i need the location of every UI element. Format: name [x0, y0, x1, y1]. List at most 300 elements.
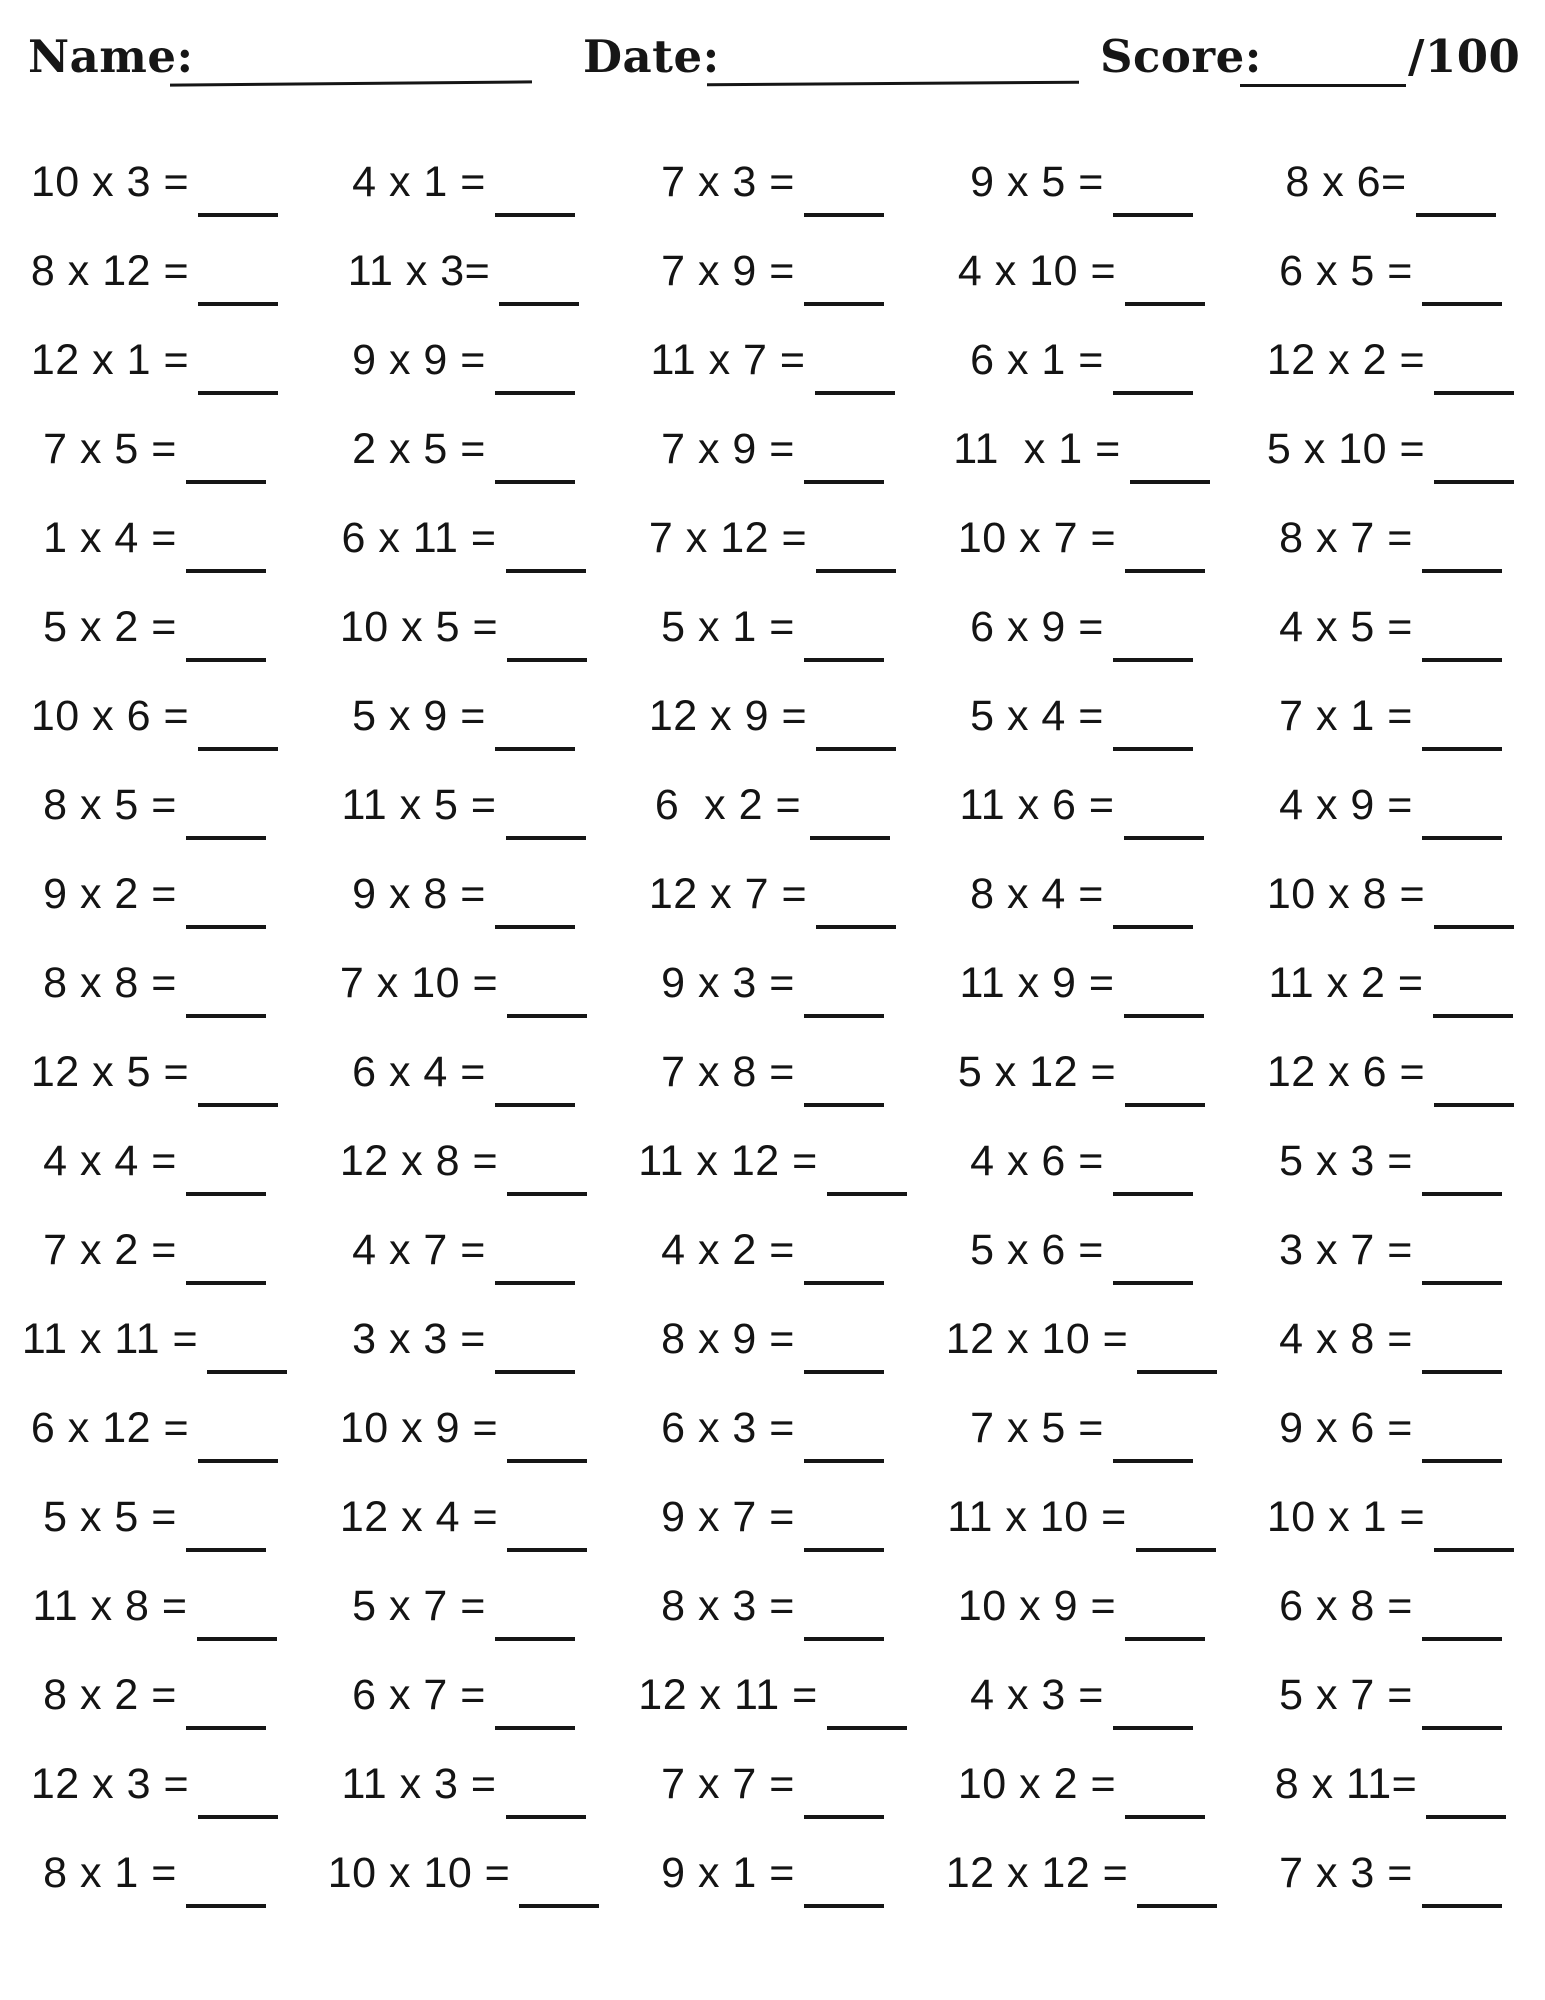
problem-text: 9 x 7 =: [661, 1493, 795, 1541]
problem-r9-c3: [618, 850, 927, 939]
problem-text: 6 x 12 =: [30, 1404, 190, 1452]
problem-text: 10 x 6 =: [30, 692, 190, 740]
problem-text: 7 x 3 =: [661, 158, 795, 206]
answer-blank[interactable]: [186, 980, 266, 1018]
answer-blank[interactable]: [804, 1069, 884, 1107]
problem-text: 10 x 7 =: [957, 514, 1117, 562]
answer-blank[interactable]: [1113, 1158, 1193, 1196]
problem-r13-c1: [0, 1206, 309, 1295]
date-blank-line[interactable]: [707, 81, 1079, 87]
problem-r19-c2: [309, 1740, 618, 1829]
problem-text: 11 x 8 =: [32, 1582, 188, 1630]
answer-blank[interactable]: [1422, 1336, 1502, 1374]
problem-r12-c2: [309, 1117, 618, 1206]
answer-blank[interactable]: [1422, 1692, 1502, 1730]
problem-text: 6 x 5 =: [1279, 247, 1413, 295]
problem-text: 10 x 9 =: [957, 1582, 1117, 1630]
answer-blank[interactable]: [1113, 357, 1193, 395]
problem-r6-c4: [927, 583, 1236, 672]
answer-blank[interactable]: [1434, 446, 1514, 484]
problem-text: 4 x 2 =: [661, 1226, 795, 1274]
problem-r5-c1: [0, 494, 309, 583]
problem-r8-c2: [309, 761, 618, 850]
answer-blank[interactable]: [198, 357, 278, 395]
answer-blank[interactable]: [1137, 1870, 1217, 1908]
problem-text: 8 x 1 =: [43, 1849, 177, 1897]
problem-r7-c5: [1236, 672, 1545, 761]
problem-r6-c5: [1236, 583, 1545, 672]
problem-text: 10 x 9 =: [339, 1404, 499, 1452]
problem-text: 4 x 5 =: [1279, 603, 1413, 651]
problem-r7-c2: [309, 672, 618, 761]
answer-blank[interactable]: [1422, 1425, 1502, 1463]
problem-r17-c1: [0, 1562, 309, 1651]
problem-text: 6 x 3 =: [661, 1404, 795, 1452]
problem-text: 9 x 3 =: [661, 959, 795, 1007]
problem-r11-c4: [927, 1028, 1236, 1117]
problem-text: 8 x 4 =: [970, 870, 1104, 918]
answer-blank[interactable]: [804, 624, 884, 662]
problem-text: 12 x 10 =: [945, 1315, 1129, 1363]
problem-text: 12 x 11 =: [638, 1671, 818, 1719]
answer-blank[interactable]: [804, 1336, 884, 1374]
problem-r1-c3: [618, 138, 927, 227]
problem-r7-c4: [927, 672, 1236, 761]
problem-r3-c3: [618, 316, 927, 405]
problem-text: 6 x 11 =: [341, 514, 497, 562]
problem-text: 8 x 5 =: [43, 781, 177, 829]
problem-r11-c2: [309, 1028, 618, 1117]
problem-r18-c1: [0, 1651, 309, 1740]
answer-blank[interactable]: [186, 1158, 266, 1196]
score-blank-line[interactable]: [1240, 84, 1406, 87]
answer-blank[interactable]: [506, 1781, 586, 1819]
answer-blank[interactable]: [1422, 268, 1502, 306]
answer-blank[interactable]: [804, 1781, 884, 1819]
problem-r13-c3: [618, 1206, 927, 1295]
problem-text: 5 x 12 =: [957, 1048, 1117, 1096]
score-label: Score:: [1100, 30, 1262, 83]
problem-text: 7 x 10 =: [339, 959, 499, 1007]
answer-blank[interactable]: [816, 891, 896, 929]
problem-text: 7 x 5 =: [43, 425, 177, 473]
problem-r5-c5: [1236, 494, 1545, 583]
date-label: Date:: [583, 30, 720, 83]
answer-blank[interactable]: [186, 1870, 266, 1908]
problem-text: 8 x 12 =: [30, 247, 190, 295]
problem-text: 9 x 8 =: [352, 870, 486, 918]
problem-r3-c5: [1236, 316, 1545, 405]
problem-r18-c4: [927, 1651, 1236, 1740]
answer-blank[interactable]: [506, 535, 586, 573]
answer-blank[interactable]: [207, 1336, 287, 1374]
problem-text: 7 x 12 =: [648, 514, 808, 562]
answer-blank[interactable]: [1125, 535, 1205, 573]
problem-r20-c4: [927, 1829, 1236, 1918]
answer-blank[interactable]: [198, 713, 278, 751]
problem-text: 12 x 9 =: [648, 692, 808, 740]
answer-blank[interactable]: [495, 891, 575, 929]
problem-r4-c4: [927, 405, 1236, 494]
problem-r16-c1: [0, 1473, 309, 1562]
problem-text: 12 x 4 =: [339, 1493, 499, 1541]
problem-r7-c1: [0, 672, 309, 761]
problem-r3-c2: [309, 316, 618, 405]
answer-blank[interactable]: [804, 1425, 884, 1463]
problem-text: 12 x 3 =: [30, 1760, 190, 1808]
problem-r19-c3: [618, 1740, 927, 1829]
problem-text: 4 x 4 =: [43, 1137, 177, 1185]
answer-blank[interactable]: [198, 179, 278, 217]
answer-blank[interactable]: [186, 535, 266, 573]
problem-text: 11 x 12 =: [638, 1137, 818, 1185]
problem-text: 7 x 8 =: [661, 1048, 795, 1096]
problem-r9-c1: [0, 850, 309, 939]
problem-r8-c5: [1236, 761, 1545, 850]
problem-text: 10 x 2 =: [957, 1760, 1117, 1808]
problem-text: 7 x 9 =: [661, 425, 795, 473]
problem-text: 5 x 1 =: [661, 603, 795, 651]
answer-blank[interactable]: [186, 624, 266, 662]
problem-r6-c1: [0, 583, 309, 672]
problem-text: 7 x 5 =: [970, 1404, 1104, 1452]
problem-text: 2 x 5 =: [352, 425, 486, 473]
answer-blank[interactable]: [1125, 1781, 1205, 1819]
problem-r10-c1: [0, 939, 309, 1028]
problem-r11-c5: [1236, 1028, 1545, 1117]
problem-r15-c2: [309, 1384, 618, 1473]
problem-r5-c3: [618, 494, 927, 583]
problem-r6-c2: [309, 583, 618, 672]
answer-blank[interactable]: [198, 268, 278, 306]
name-label: Name:: [28, 30, 194, 83]
answer-blank[interactable]: [1422, 1603, 1502, 1641]
answer-blank[interactable]: [1113, 713, 1193, 751]
problem-text: 3 x 3 =: [352, 1315, 486, 1363]
problem-text: 11 x 3=: [347, 247, 491, 295]
problem-r5-c4: [927, 494, 1236, 583]
problem-r18-c3: [618, 1651, 927, 1740]
answer-blank[interactable]: [499, 268, 579, 306]
answer-blank[interactable]: [816, 713, 896, 751]
answer-blank[interactable]: [507, 1425, 587, 1463]
answer-blank[interactable]: [197, 1603, 277, 1641]
answer-blank[interactable]: [198, 1069, 278, 1107]
worksheet-header: [0, 0, 1545, 120]
problem-r16-c3: [618, 1473, 927, 1562]
answer-blank[interactable]: [804, 980, 884, 1018]
answer-blank[interactable]: [815, 357, 895, 395]
problem-text: 5 x 2 =: [43, 603, 177, 651]
answer-blank[interactable]: [495, 1069, 575, 1107]
problem-text: 5 x 7 =: [352, 1582, 486, 1630]
answer-blank[interactable]: [507, 1514, 587, 1552]
problem-r12-c3: [618, 1117, 927, 1206]
problem-text: 11 x 9 =: [959, 959, 1115, 1007]
problem-text: 11 x 2 =: [1268, 959, 1424, 1007]
answer-blank[interactable]: [495, 446, 575, 484]
problem-r12-c4: [927, 1117, 1236, 1206]
answer-blank[interactable]: [186, 1247, 266, 1285]
problem-text: 5 x 9 =: [352, 692, 486, 740]
answer-blank[interactable]: [495, 1692, 575, 1730]
problem-r18-c5: [1236, 1651, 1545, 1740]
problem-r10-c5: [1236, 939, 1545, 1028]
answer-blank[interactable]: [519, 1870, 599, 1908]
answer-blank[interactable]: [186, 891, 266, 929]
answer-blank[interactable]: [1422, 713, 1502, 751]
problem-text: 5 x 7 =: [1279, 1671, 1413, 1719]
problem-text: 6 x 1 =: [970, 336, 1104, 384]
problem-text: 4 x 8 =: [1279, 1315, 1413, 1363]
problem-text: 5 x 3 =: [1279, 1137, 1413, 1185]
problem-r3-c1: [0, 316, 309, 405]
problem-r7-c3: [618, 672, 927, 761]
problem-r16-c2: [309, 1473, 618, 1562]
problem-r11-c3: [618, 1028, 927, 1117]
answer-blank[interactable]: [186, 802, 266, 840]
answer-blank[interactable]: [1434, 357, 1514, 395]
problem-r9-c4: [927, 850, 1236, 939]
problem-text: 4 x 9 =: [1279, 781, 1413, 829]
problem-text: 5 x 5 =: [43, 1493, 177, 1541]
problem-text: 8 x 9 =: [661, 1315, 795, 1363]
problem-text: 9 x 1 =: [661, 1849, 795, 1897]
problem-r1-c1: [0, 138, 309, 227]
problem-text: 12 x 12 =: [945, 1849, 1129, 1897]
problem-r10-c4: [927, 939, 1236, 1028]
problem-r2-c1: [0, 227, 309, 316]
answer-blank[interactable]: [495, 179, 575, 217]
problem-text: 10 x 5 =: [339, 603, 499, 651]
problem-text: 12 x 8 =: [339, 1137, 499, 1185]
answer-blank[interactable]: [1422, 1158, 1502, 1196]
problem-text: 4 x 7 =: [352, 1226, 486, 1274]
answer-blank[interactable]: [1422, 535, 1502, 573]
answer-blank[interactable]: [507, 980, 587, 1018]
problem-r20-c2: [309, 1829, 618, 1918]
problem-r12-c1: [0, 1117, 309, 1206]
answer-blank[interactable]: [495, 1247, 575, 1285]
answer-blank[interactable]: [495, 1336, 575, 1374]
problem-r13-c5: [1236, 1206, 1545, 1295]
answer-blank[interactable]: [1125, 1069, 1205, 1107]
problem-text: 6 x 7 =: [352, 1671, 486, 1719]
problem-r1-c2: [309, 138, 618, 227]
problem-r2-c4: [927, 227, 1236, 316]
problem-r8-c4: [927, 761, 1236, 850]
problem-text: 7 x 9 =: [661, 247, 795, 295]
answer-blank[interactable]: [507, 1158, 587, 1196]
answer-blank[interactable]: [1434, 1069, 1514, 1107]
answer-blank[interactable]: [816, 535, 896, 573]
problem-r19-c5: [1236, 1740, 1545, 1829]
answer-blank[interactable]: [186, 446, 266, 484]
answer-blank[interactable]: [186, 1514, 266, 1552]
answer-blank[interactable]: [1124, 802, 1204, 840]
problem-r15-c4: [927, 1384, 1236, 1473]
problem-text: 8 x 7 =: [1279, 514, 1413, 562]
problem-r16-c4: [927, 1473, 1236, 1562]
answer-blank[interactable]: [506, 802, 586, 840]
problem-text: 12 x 5 =: [30, 1048, 190, 1096]
answer-blank[interactable]: [1422, 1870, 1502, 1908]
problem-r10-c2: [309, 939, 618, 1028]
problem-text: 7 x 1 =: [1279, 692, 1413, 740]
answer-blank[interactable]: [827, 1158, 907, 1196]
problem-text: 10 x 8 =: [1266, 870, 1426, 918]
problem-text: 4 x 1 =: [352, 158, 486, 206]
problem-text: 6 x 2 =: [654, 781, 802, 829]
problem-text: 7 x 3 =: [1279, 1849, 1413, 1897]
problem-text: 8 x 2 =: [43, 1671, 177, 1719]
problem-r4-c3: [618, 405, 927, 494]
problem-text: 10 x 1 =: [1266, 1493, 1426, 1541]
answer-blank[interactable]: [804, 179, 884, 217]
answer-blank[interactable]: [810, 802, 890, 840]
answer-blank[interactable]: [1113, 624, 1193, 662]
answer-blank[interactable]: [1113, 179, 1193, 217]
answer-blank[interactable]: [198, 1781, 278, 1819]
problem-r10-c3: [618, 939, 927, 1028]
answer-blank[interactable]: [1113, 1692, 1193, 1730]
problem-text: 7 x 7 =: [661, 1760, 795, 1808]
answer-blank[interactable]: [1136, 1514, 1216, 1552]
answer-blank[interactable]: [1434, 891, 1514, 929]
problem-r19-c1: [0, 1740, 309, 1829]
answer-blank[interactable]: [804, 1247, 884, 1285]
problem-text: 9 x 2 =: [43, 870, 177, 918]
problem-text: 5 x 10 =: [1266, 425, 1426, 473]
score-denominator: /100: [1408, 30, 1521, 83]
problem-r17-c2: [309, 1562, 618, 1651]
problem-text: 11 x 10 =: [947, 1493, 1127, 1541]
problem-r2-c2: [309, 227, 618, 316]
problem-r4-c2: [309, 405, 618, 494]
problem-text: 5 x 4 =: [970, 692, 1104, 740]
problem-r14-c1: [0, 1295, 309, 1384]
answer-blank[interactable]: [1130, 446, 1210, 484]
problem-r17-c4: [927, 1562, 1236, 1651]
problem-r13-c2: [309, 1206, 618, 1295]
problem-r13-c4: [927, 1206, 1236, 1295]
problem-text: 9 x 6 =: [1279, 1404, 1413, 1452]
problem-text: 10 x 10 =: [327, 1849, 511, 1897]
problem-text: 4 x 3 =: [970, 1671, 1104, 1719]
answer-blank[interactable]: [1422, 1247, 1502, 1285]
problem-r11-c1: [0, 1028, 309, 1117]
problem-text: 11 x 1 =: [953, 425, 1121, 473]
problem-r15-c5: [1236, 1384, 1545, 1473]
problem-r20-c5: [1236, 1829, 1545, 1918]
answer-blank[interactable]: [1426, 1781, 1506, 1819]
problem-r5-c2: [309, 494, 618, 583]
name-blank-line[interactable]: [170, 80, 532, 86]
answer-blank[interactable]: [186, 1692, 266, 1730]
problem-text: 9 x 9 =: [352, 336, 486, 384]
problem-text: 3 x 7 =: [1279, 1226, 1413, 1274]
problem-text: 6 x 4 =: [352, 1048, 486, 1096]
answer-blank[interactable]: [495, 713, 575, 751]
problem-r9-c5: [1236, 850, 1545, 939]
answer-blank[interactable]: [198, 1425, 278, 1463]
problem-text: 8 x 3 =: [661, 1582, 795, 1630]
problem-text: 12 x 7 =: [648, 870, 808, 918]
problem-r14-c3: [618, 1295, 927, 1384]
problem-text: 5 x 6 =: [970, 1226, 1104, 1274]
problem-r2-c3: [618, 227, 927, 316]
answer-blank[interactable]: [1113, 891, 1193, 929]
problem-r9-c2: [309, 850, 618, 939]
answer-blank[interactable]: [1416, 179, 1496, 217]
problem-text: 11 x 6 =: [959, 781, 1115, 829]
problem-text: 10 x 3 =: [30, 158, 190, 206]
answer-blank[interactable]: [1422, 802, 1502, 840]
answer-blank[interactable]: [1422, 624, 1502, 662]
answer-blank[interactable]: [1125, 1603, 1205, 1641]
problem-r17-c3: [618, 1562, 927, 1651]
answer-blank[interactable]: [1113, 1425, 1193, 1463]
answer-blank[interactable]: [827, 1692, 907, 1730]
answer-blank[interactable]: [804, 268, 884, 306]
problems-grid: [0, 138, 1545, 1918]
answer-blank[interactable]: [507, 624, 587, 662]
answer-blank[interactable]: [1125, 268, 1205, 306]
problem-r1-c5: [1236, 138, 1545, 227]
problem-text: 12 x 6 =: [1266, 1048, 1426, 1096]
problem-r14-c5: [1236, 1295, 1545, 1384]
answer-blank[interactable]: [804, 1870, 884, 1908]
problem-r3-c4: [927, 316, 1236, 405]
problem-text: 11 x 7 =: [650, 336, 806, 384]
problem-text: 8 x 8 =: [43, 959, 177, 1007]
answer-blank[interactable]: [1113, 1247, 1193, 1285]
problem-text: 1 x 4 =: [43, 514, 177, 562]
answer-blank[interactable]: [495, 1603, 575, 1641]
answer-blank[interactable]: [804, 446, 884, 484]
problem-r17-c5: [1236, 1562, 1545, 1651]
problem-r8-c3: [618, 761, 927, 850]
answer-blank[interactable]: [1137, 1336, 1217, 1374]
problem-r12-c5: [1236, 1117, 1545, 1206]
problem-text: 4 x 10 =: [957, 247, 1117, 295]
problem-text: 8 x 6=: [1285, 158, 1407, 206]
problem-r1-c4: [927, 138, 1236, 227]
answer-blank[interactable]: [804, 1514, 884, 1552]
problem-r20-c1: [0, 1829, 309, 1918]
problem-r6-c3: [618, 583, 927, 672]
answer-blank[interactable]: [1434, 1514, 1514, 1552]
problem-text: 4 x 6 =: [970, 1137, 1104, 1185]
problem-text: 6 x 8 =: [1279, 1582, 1413, 1630]
problem-r2-c5: [1236, 227, 1545, 316]
problem-r4-c5: [1236, 405, 1545, 494]
problem-text: 11 x 5 =: [341, 781, 497, 829]
problem-text: 12 x 2 =: [1266, 336, 1426, 384]
answer-blank[interactable]: [804, 1603, 884, 1641]
problem-text: 7 x 2 =: [43, 1226, 177, 1274]
problem-text: 11 x 3 =: [341, 1760, 497, 1808]
answer-blank[interactable]: [1124, 980, 1204, 1018]
answer-blank[interactable]: [495, 357, 575, 395]
problem-text: 6 x 9 =: [970, 603, 1104, 651]
answer-blank[interactable]: [1433, 980, 1513, 1018]
problem-text: 9 x 5 =: [970, 158, 1104, 206]
problem-r15-c3: [618, 1384, 927, 1473]
problem-r16-c5: [1236, 1473, 1545, 1562]
problem-r19-c4: [927, 1740, 1236, 1829]
problem-text: 12 x 1 =: [30, 336, 190, 384]
